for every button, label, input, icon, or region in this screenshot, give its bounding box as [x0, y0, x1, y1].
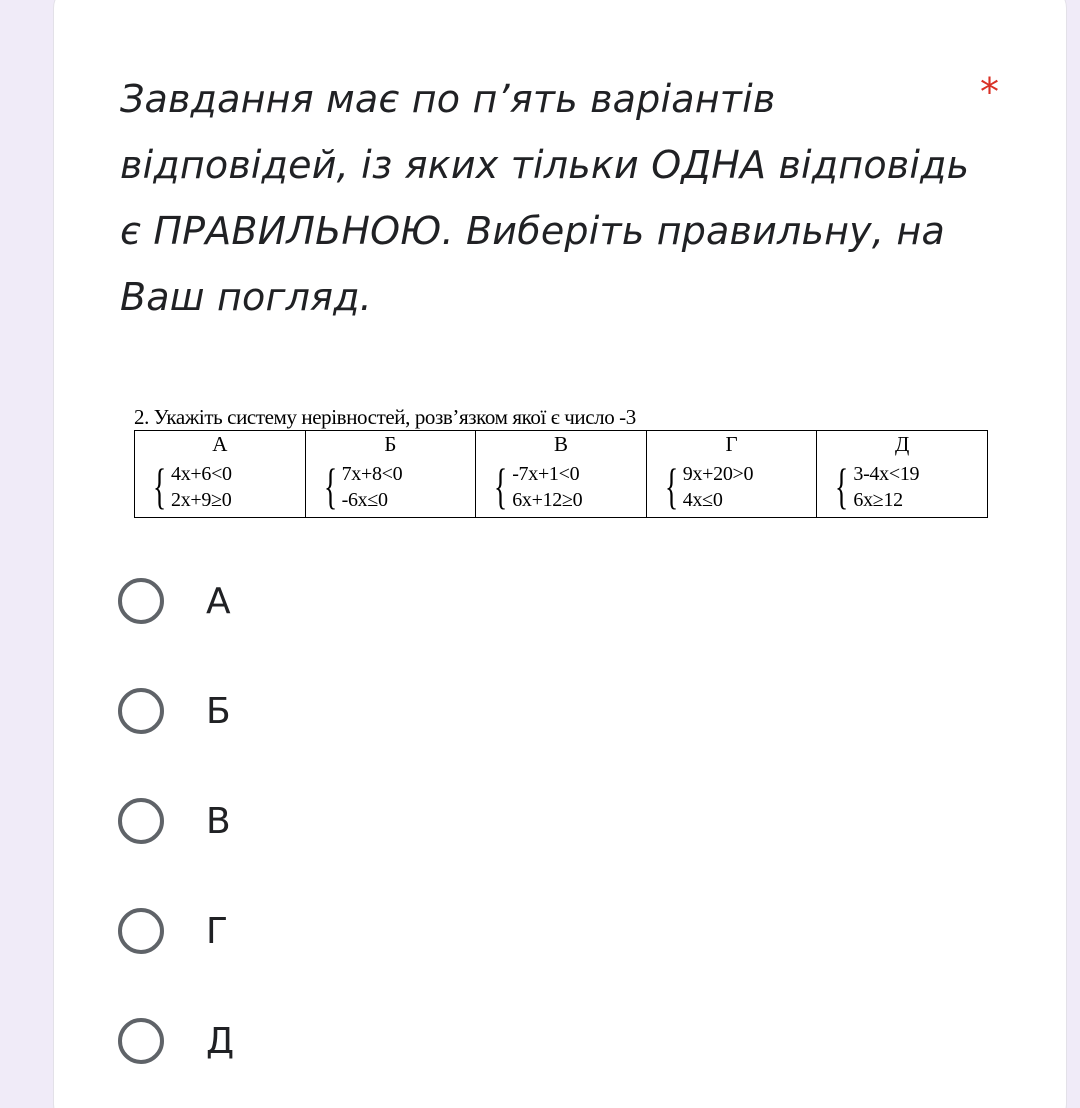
column-header: В: [553, 432, 568, 456]
column-header: Г: [725, 432, 738, 456]
left-brace-icon: {: [494, 458, 508, 514]
inequality-line: 4x+6<0: [171, 463, 232, 485]
option-v[interactable]: [118, 794, 618, 904]
left-brace-icon: {: [835, 458, 849, 514]
inequality-system: [664, 458, 754, 514]
column-header: Д: [895, 432, 910, 456]
table-column-d: [816, 431, 987, 517]
option-g[interactable]: [118, 904, 618, 1014]
option-a[interactable]: [118, 574, 618, 684]
option-label[interactable]: Д: [206, 1021, 235, 1062]
column-header: Б: [384, 432, 397, 456]
inequality-system: [153, 458, 232, 514]
radio-button-icon[interactable]: [118, 908, 164, 954]
inequality-line: 6x≥12: [853, 489, 903, 511]
option-label[interactable]: Г: [206, 911, 228, 952]
table-column-v: [475, 431, 646, 517]
option-label[interactable]: А: [206, 581, 231, 622]
inequality-line: -7x+1<0: [512, 463, 580, 485]
radio-button-icon[interactable]: [118, 578, 164, 624]
task-image: [134, 404, 988, 520]
question-title: Завдання має по п’ять варіантів відповідей, із яких тільки ОДНА відповідь є ПРАВИЛЬНОЮ. Виберіть правильну, на Ваш погляд.: [120, 77, 970, 319]
option-b[interactable]: [118, 684, 618, 794]
inequality-system: [835, 458, 920, 514]
inequality-system: [494, 458, 583, 514]
inequality-table: [134, 430, 988, 518]
option-d[interactable]: [118, 1014, 618, 1108]
inequality-line: 9x+20>0: [682, 463, 754, 485]
radio-button-icon[interactable]: [118, 1018, 164, 1064]
left-brace-icon: {: [664, 458, 678, 514]
inequality-line: 6x+12≥0: [512, 489, 583, 511]
inequality-line: 7x+8<0: [341, 463, 403, 485]
option-label[interactable]: Б: [206, 691, 231, 732]
left-brace-icon: {: [323, 458, 337, 514]
table-column-g: [646, 431, 817, 517]
task-caption: 2. Укажіть систему нерівностей, розв’язком якої є число -3: [134, 405, 636, 429]
table-column-a: [135, 431, 305, 517]
column-header: А: [212, 432, 228, 456]
inequality-line: 4x≤0: [682, 489, 723, 511]
answer-options: [118, 574, 618, 1108]
inequality-system: [323, 458, 403, 514]
left-brace-icon: {: [153, 458, 167, 514]
required-asterisk: *: [980, 70, 999, 114]
inequality-line: 2x+9≥0: [171, 489, 232, 511]
inequality-line: 3-4x<19: [853, 463, 920, 485]
option-label[interactable]: В: [206, 801, 231, 842]
radio-button-icon[interactable]: [118, 798, 164, 844]
inequality-line: -6x≤0: [341, 489, 388, 511]
radio-button-icon[interactable]: [118, 688, 164, 734]
table-column-b: [305, 431, 476, 517]
